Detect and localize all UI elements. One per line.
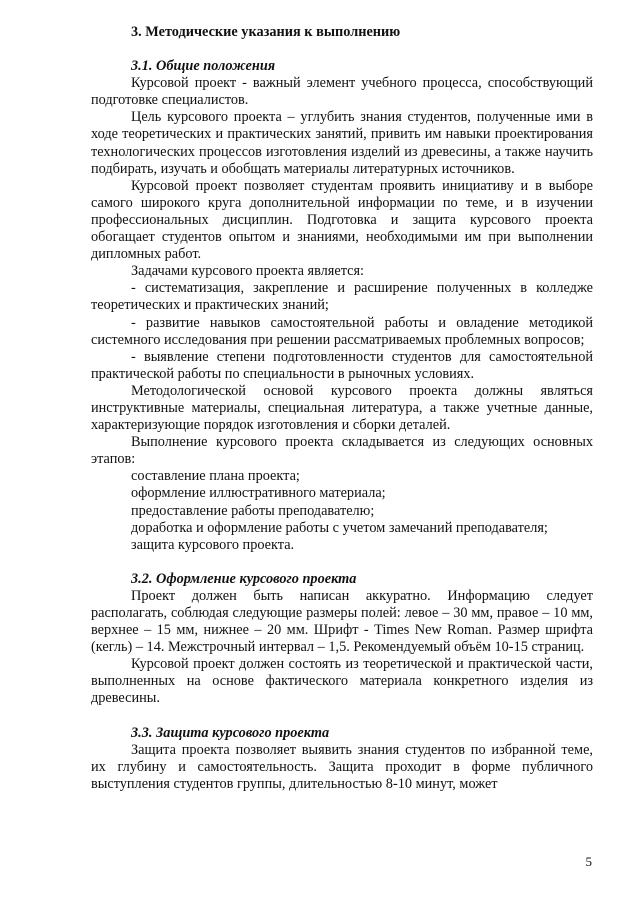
list-item: доработка и оформление работы с учетом замечаний преподавателя;	[131, 519, 548, 536]
paragraph: Цель курсового проекта – углубить знания студентов, полученные ими в ходе теоретических и практических занятий, привить им навыки проектирования технологических процессов изготовления изделий из древесины, а также научить подбирать, изучать и обобщать материалы литературных источников.	[91, 109, 593, 177]
page-content	[91, 24, 593, 793]
section-title-formatting: 3.2. Оформление курсового проекта	[131, 570, 357, 587]
stages-list	[91, 468, 593, 553]
list-item: - систематизация, закрепление и расширение полученных в колледже теоретических и практических знаний;	[91, 280, 593, 314]
list-item: составление плана проекта;	[131, 468, 300, 485]
paragraph: Проект должен быть написан аккуратно. Информацию следует располагать, соблюдая следующие размеры полей: левое – 30 мм, правое – 10 мм, верхнее – 15 мм, нижнее – 20 мм. Шрифт - Times New Roman. Размер шрифта (кегль) – 14. Межстрочный интервал – 1,5. Рекомендуемый объём 10-15 страниц.	[91, 587, 593, 656]
paragraph: Защита проекта позволяет выявить знания студентов по избранной теме, их глубину и самостоятельность. Защита проходит в форме публичного выступления студентов группы, длительностью 8-10 минут, может	[91, 741, 593, 792]
section-title-general: 3.1. Общие положения	[131, 58, 276, 75]
paragraph: Курсовой проект позволяет студентам проявить инициативу и в выборе самого широкого круга дополнительной информации по теме, и в изучении профессиональных дисциплин. Подготовка и защита курсового проекта обогащает студентов опытом и знаниями, необходимыми им при выполнении дипломных работ.	[91, 177, 593, 263]
section-title-defense: 3.3. Защита курсового проекта	[131, 724, 330, 741]
main-title: 3. Методические указания к выполнению	[131, 24, 401, 40]
paragraph: Курсовой проект - важный элемент учебного процесса, способствующий подготовке специалистов.	[91, 75, 593, 109]
paragraph: Выполнение курсового проекта складывается из следующих основных этапов:	[91, 434, 593, 468]
paragraph: Методологической основой курсового проекта должны являться инструктивные материалы, специальная литература, а также учетные данные, характеризующие порядок изготовления и сборки деталей.	[91, 382, 593, 434]
paragraph: Курсовой проект должен состоять из теоретической и практической части, выполненных на основе фактического материала конкретного изделия из древесины.	[91, 656, 593, 707]
list-item: - развитие навыков самостоятельной работы и овладение методикой системного исследования при решении рассматриваемых проблемных вопросов;	[91, 314, 593, 348]
list-item: защита курсового проекта.	[131, 536, 295, 553]
page-number: 5	[585, 854, 592, 869]
paragraph: Задачами курсового проекта является:	[131, 263, 365, 280]
list-item: - выявление степени подготовленности студентов для самостоятельной практической работы по специальности в рыночных условиях.	[91, 348, 593, 382]
tasks-list	[91, 280, 593, 383]
list-item: оформление иллюстративного материала;	[131, 485, 386, 502]
list-item: предоставление работы преподавателю;	[131, 502, 375, 519]
